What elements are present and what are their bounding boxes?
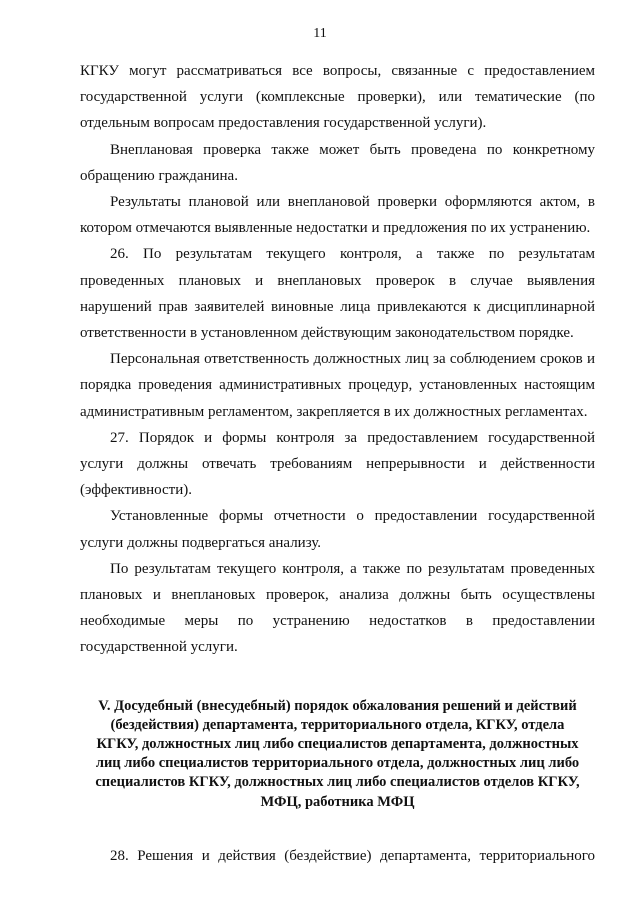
paragraph-inspection-results: Результаты плановой или внеплановой проверки оформляются актом, в котором отмечаются выявленные недостатки и предложения по их устранению.	[80, 194, 595, 237]
paragraph-item-28: 28. Решения и действия (бездействие) департамента, территориального	[110, 847, 595, 864]
paragraph-item-27: 27. Порядок и формы контроля за предоставлением государственной услуги должны отвечать требованиям непрерывности и действенности (эффективности).	[80, 429, 595, 499]
document-body	[80, 58, 595, 869]
paragraph-item-26: 26. По результатам текущего контроля, а также по результатам проведенных плановых и внеплановых проверок в случае выявления нарушений прав заявителей виновные лица привлекаются к дисциплинарной ответственности в установленном действующим законодательством порядке.	[80, 246, 595, 342]
page-number: 11	[313, 26, 327, 41]
paragraph-unscheduled-inspection: Внеплановая проверка также может быть проведена по конкретному обращению гражданина.	[80, 141, 595, 184]
paragraph-control-results: По результатам текущего контроля, а также по результатам проведенных плановых и внеплановых проверок, анализа должны быть осуществлены необходимые меры по устранению недостатков в предоставлении государственной услуги.	[80, 560, 595, 656]
section-heading-v: V. Досудебный (внесудебный) порядок обжалования решений и действий (бездействия) департамента, территориального отдела, КГКУ, отдела КГКУ, должностных лиц либо специалистов департамента, должностных лиц либо специалистов территориального отдела, должностных лиц либо специалистов КГКУ, должностных лиц либо специалистов отделов КГКУ, МФЦ, работника МФЦ	[95, 697, 580, 810]
paragraph-reporting-forms: Установленные формы отчетности о предоставлении государственной услуги должны подвергаться анализу.	[80, 508, 595, 551]
paragraph-continuation: КГКУ могут рассматриваться все вопросы, связанные с предоставлением государственной услуги (комплексные проверки), или тематические (по отдельным вопросам предоставления государственной услуги).	[80, 63, 595, 132]
paragraph-personal-responsibility: Персональная ответственность должностных лиц за соблюдением сроков и порядка проведения административных процедур, установленных настоящим административным регламентом, закрепляется в их должностных регламентах.	[80, 351, 595, 420]
